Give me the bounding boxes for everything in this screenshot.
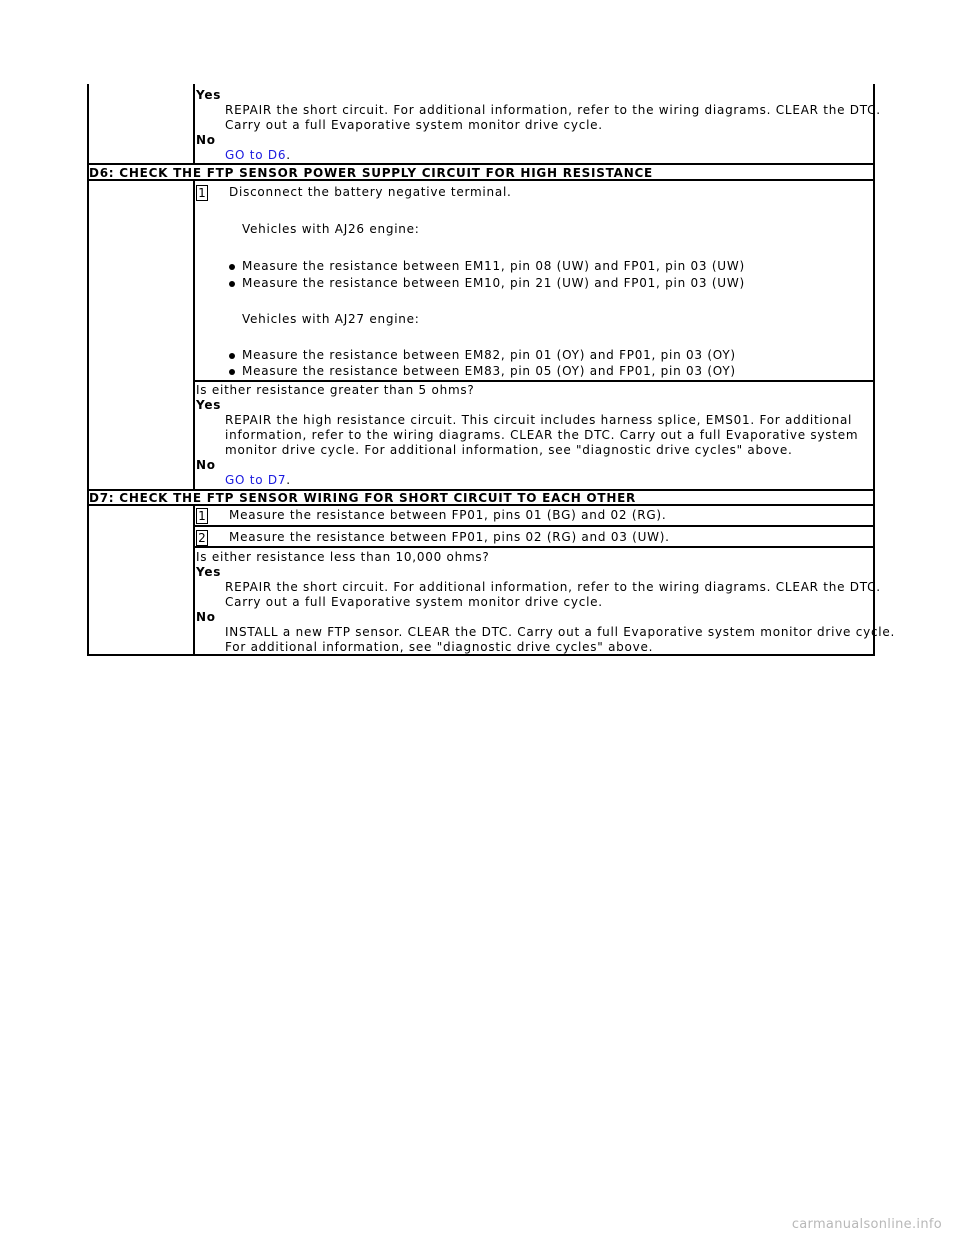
- d7-header: D7: CHECK THE FTP SENSOR WIRING FOR SHORT CIRCUIT TO EACH OTHER: [89, 491, 637, 505]
- answer-text: monitor drive cycle. For additional information, see "diagnostic drive cycles" above.: [225, 443, 793, 457]
- step-row-border: [195, 546, 875, 548]
- answer-text: For additional information, see "diagnostic drive cycles" above.: [225, 640, 654, 654]
- watermark: carmanualsonline.info: [791, 1217, 942, 1232]
- yes-label: Yes: [196, 398, 222, 412]
- d6-step-number: 1: [196, 185, 208, 201]
- yes-label: Yes: [196, 88, 222, 102]
- d6-header: D6: CHECK THE FTP SENSOR POWER SUPPLY CIRCUIT FOR HIGH RESISTANCE: [89, 166, 653, 180]
- answer-text: REPAIR the short circuit. For additional information, refer to the wiring diagrams. CLEAR the DTC.: [225, 103, 881, 117]
- d7-step-number: 1: [196, 508, 208, 524]
- aj26-item: Measure the resistance between EM11, pin 08 (UW) and FP01, pin 03 (UW): [242, 259, 745, 273]
- d6-step1-text: Disconnect the battery negative terminal.: [229, 185, 512, 199]
- go-to-d6: [225, 148, 291, 163]
- column-divider: [193, 84, 195, 164]
- answer-text: Carry out a full Evaporative system monitor drive cycle.: [225, 118, 603, 132]
- row-border: [87, 163, 875, 165]
- d7-step1-text: Measure the resistance between FP01, pins 01 (BG) and 02 (RG).: [229, 508, 667, 522]
- column-divider: [193, 180, 195, 490]
- go-to-d7: [225, 473, 291, 488]
- bullet-icon: [229, 369, 235, 375]
- no-label: No: [196, 458, 216, 472]
- go-to-d7-link[interactable]: GO to D7: [225, 473, 287, 487]
- period: .: [286, 148, 291, 162]
- aj26-item: Measure the resistance between EM10, pin 21 (UW) and FP01, pin 03 (UW): [242, 276, 745, 290]
- answer-text: REPAIR the high resistance circuit. This circuit includes harness splice, EMS01. For additional: [225, 413, 853, 427]
- no-label: No: [196, 133, 216, 147]
- d7-step-number: 2: [196, 530, 208, 546]
- bullet-icon: [229, 264, 235, 270]
- bullet-icon: [229, 281, 235, 287]
- step-row-border: [195, 380, 875, 382]
- no-label: No: [196, 610, 216, 624]
- aj26-label: Vehicles with AJ26 engine:: [242, 222, 420, 236]
- bullet-icon: [229, 353, 235, 359]
- step-row-border: [195, 525, 875, 527]
- go-to-d6-link[interactable]: GO to D6: [225, 148, 287, 162]
- answer-text: INSTALL a new FTP sensor. CLEAR the DTC. Carry out a full Evaporative system monitor drive cycle.: [225, 625, 896, 639]
- answer-text: information, refer to the wiring diagrams. CLEAR the DTC. Carry out a full Evaporative system: [225, 428, 859, 442]
- aj27-item: Measure the resistance between EM82, pin 01 (OY) and FP01, pin 03 (OY): [242, 348, 736, 362]
- aj27-item: Measure the resistance between EM83, pin 05 (OY) and FP01, pin 03 (OY): [242, 364, 736, 378]
- d7-step2-text: Measure the resistance between FP01, pins 02 (RG) and 03 (UW).: [229, 530, 670, 544]
- answer-text: Carry out a full Evaporative system monitor drive cycle.: [225, 595, 603, 609]
- table-right-border: [873, 84, 875, 656]
- period: .: [286, 473, 291, 487]
- d6-question: Is either resistance greater than 5 ohms?: [196, 383, 475, 397]
- column-divider: [193, 505, 195, 655]
- yes-label: Yes: [196, 565, 222, 579]
- aj27-label: Vehicles with AJ27 engine:: [242, 312, 420, 326]
- d7-question: Is either resistance less than 10,000 ohms?: [196, 550, 490, 564]
- answer-text: REPAIR the short circuit. For additional information, refer to the wiring diagrams. CLEAR the DTC.: [225, 580, 881, 594]
